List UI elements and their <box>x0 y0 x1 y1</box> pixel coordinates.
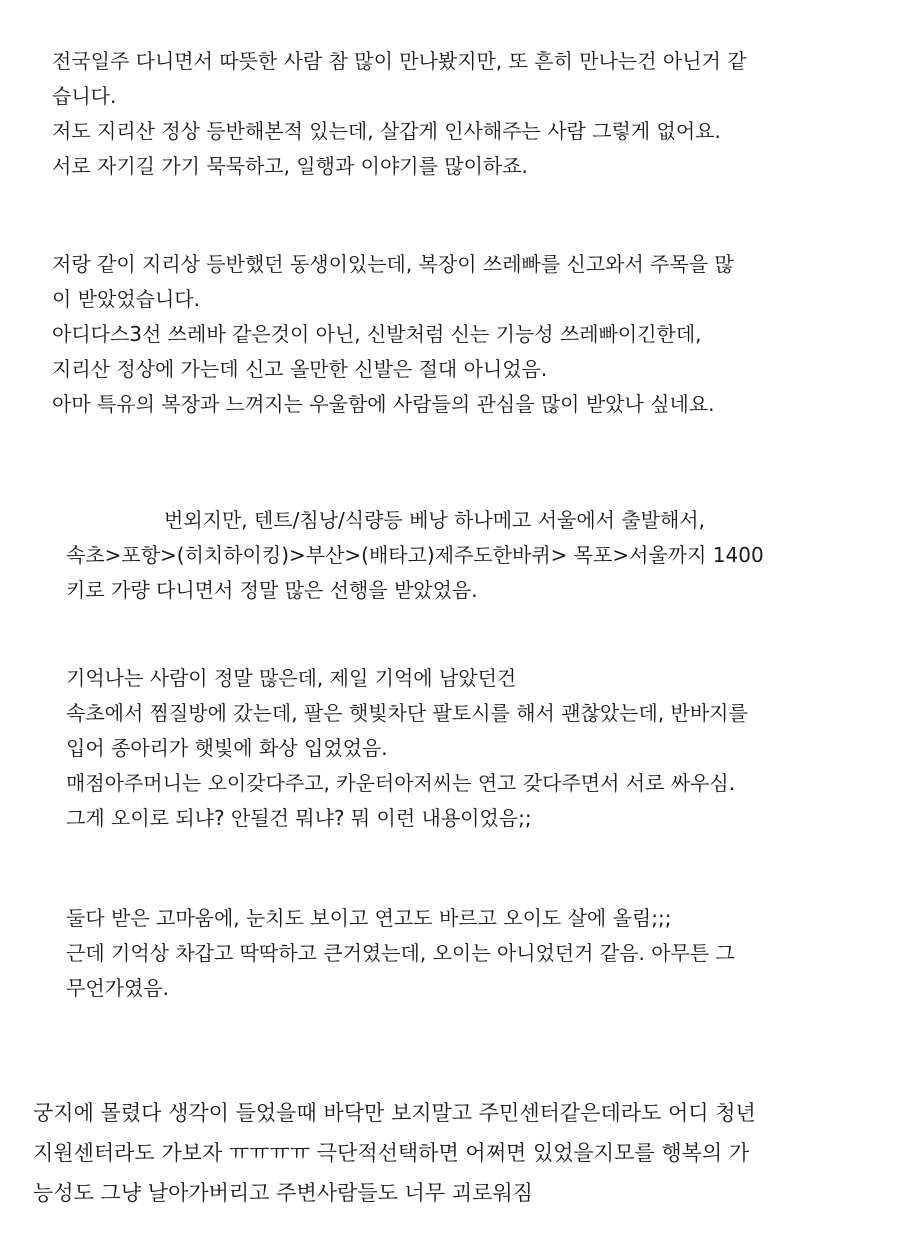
paragraph-3 <box>66 503 764 608</box>
text-line: 아마 특유의 복장과 느껴지는 우울함에 사람들의 관심을 많이 받았나 싶네요. <box>52 392 715 416</box>
text-line: 이 받았었습니다. <box>52 287 200 311</box>
text-line: 속초>포항>(히치하이킹)>부산>(배타고)제주도한바퀴> 목포>서울까지 1400 <box>66 543 764 567</box>
text-line: 서로 자기길 가기 묵묵하고, 일행과 이야기를 많이하죠. <box>52 154 528 178</box>
text-line: 매점아주머니는 오이갖다주고, 카운터아저씨는 연고 갖다주면서 서로 싸우심. <box>66 771 736 795</box>
text-line: 아디다스3선 쓰레바 같은것이 아닌, 신발처럼 신는 기능성 쓰레빠이긴한데, <box>52 322 702 346</box>
text-line: 무언가였음. <box>66 976 169 1000</box>
paragraph-1 <box>52 44 747 184</box>
paragraph-5 <box>66 901 735 1006</box>
text-line: 전국일주 다니면서 따뜻한 사람 참 많이 만나봤지만, 또 흔히 만나는건 아닌거 같 <box>52 49 747 73</box>
text-line: 지리산 정상에 가는데 신고 올만한 신발은 절대 아니었음. <box>52 357 548 381</box>
text-line: 저랑 같이 지리상 등반했던 동생이있는데, 복장이 쓰레빠를 신고와서 주목을 많 <box>52 252 734 276</box>
paragraph-6 <box>33 1093 756 1213</box>
text-line: 번외지만, 텐트/침낭/식량등 베낭 하나메고 서울에서 출발해서, <box>164 508 705 532</box>
text-line: 저도 지리산 정상 등반해본적 있는데, 살갑게 인사해주는 사람 그렇게 없어요. <box>52 119 721 143</box>
paragraph-4 <box>66 661 748 836</box>
text-line: 지원센터라도 가보자 ㅠㅠㅠㅠ 극단적선택하면 어쩌면 있었을지모를 행복의 가 <box>33 1141 750 1165</box>
text-line: 기억나는 사람이 정말 많은데, 제일 기억에 남았던건 <box>66 666 517 690</box>
text-line: 능성도 그냥 날아가버리고 주변사람들도 너무 괴로워짐 <box>33 1181 533 1205</box>
text-line: 키로 가량 다니면서 정말 많은 선행을 받았었음. <box>66 578 478 602</box>
text-line: 습니다. <box>52 84 117 108</box>
paragraph-2 <box>52 247 734 422</box>
text-line: 둘다 받은 고마움에, 눈치도 보이고 연고도 바르고 오이도 살에 올림;;; <box>66 906 672 930</box>
text-line: 입어 종아리가 햇빛에 화상 입었었음. <box>66 736 388 760</box>
text-line: 근데 기억상 차갑고 딱딱하고 큰거였는데, 오이는 아니었던거 같음. 아무튼 그 <box>66 941 735 965</box>
text-line: 속초에서 찜질방에 갔는데, 팔은 햇빛차단 팔토시를 해서 괜찮았는데, 반바지를 <box>66 701 748 725</box>
text-line: 궁지에 몰렸다 생각이 들었을때 바닥만 보지말고 주민센터같은데라도 어디 청년 <box>33 1101 756 1125</box>
text-line: 그게 오이로 되냐? 안될건 뭐냐? 뭐 이런 내용이었음;; <box>66 806 532 830</box>
